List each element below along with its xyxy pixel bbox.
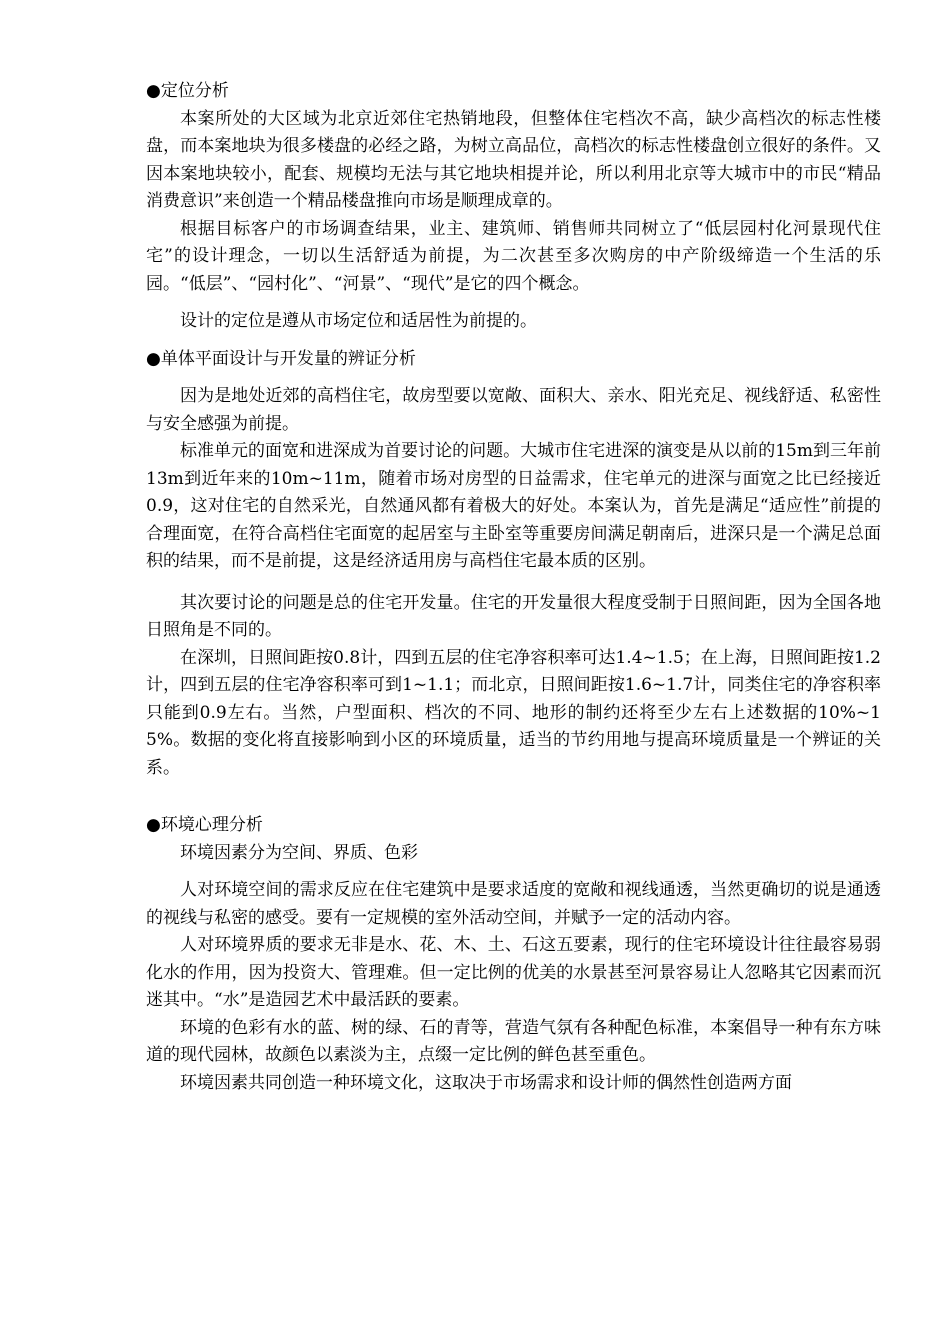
paragraph: 在深圳，日照间距按0.8计，四到五层的住宅净容积率可达1.4~1.5；在上海，日照间距按1.2计，四到五层的住宅净容积率可到1~1.1；而北京，日照间距按1.6~1.7计，同类住宅的净容积率只能到0.9左右。当然，户型面积、档次的不同、地形的制约还将至少左右上述数据的10%~15%。数据的变化将直接影响到小区的环境质量，适当的节约用地与提高环境质量是一个辨证的关系。 [146,647,881,778]
paragraph: 环境的色彩有水的蓝、树的绿、石的青等，营造气氛有各种配色标准，本案倡导一种有东方味道的现代园林，故颜色以素淡为主，点缀一定比例的鲜色甚至重色。 [146,1017,881,1065]
paragraph: 其次要讨论的问题是总的住宅开发量。住宅的开发量很大程度受制于日照间距，因为全国各地日照角是不同的。 [146,592,881,640]
paragraph: 本案所处的大区域为北京近郊住宅热销地段，但整体住宅档次不高，缺少高档次的标志性楼盘，而本案地块为很多楼盘的必经之路，为树立高品位，高档次的标志性楼盘创立很好的条件。又因本案地块较小，配套、规模均无法与其它地块相提并论，所以利用北京等大城市中的市民“精品消费意识”来创造一个精品楼盘推向市场是顺理成章的。 [146,108,881,211]
paragraph: 环境因素分为空间、界质、色彩 [180,842,418,863]
paragraph: 环境因素共同创造一种环境文化，这取决于市场需求和设计师的偶然性创造两方面 [180,1072,792,1093]
paragraph: 人对环境界质的要求无非是水、花、木、土、石这五要素，现行的住宅环境设计往往最容易弱化水的作用，因为投资大、管理难。但一定比例的优美的水景甚至河景容易让人忽略其它因素而沉迷其中。“水”是造园艺术中最活跃的要素。 [146,935,881,1010]
section-heading-unit-plan: ●单体平面设计与开发量的辨证分析 [146,348,416,369]
section-heading-positioning: ●定位分析 [146,81,229,101]
paragraph: 人对环境空间的需求反应在住宅建筑中是要求适度的宽敞和视线通透，当然更确切的说是通透的视线与私密的感受。要有一定规模的室外活动空间，并赋予一定的活动内容。 [146,880,881,928]
paragraph: 因为是地处近郊的高档住宅，故房型要以宽敞、面积大、亲水、阳光充足、视线舒适、私密性与安全感强为前提。 [146,386,881,434]
paragraph: 根据目标客户的市场调查结果，业主、建筑师、销售师共同树立了“低层园村化河景现代住宅”的设计理念，一切以生活舒适为前提，为二次甚至多次购房的中产阶级缔造一个生活的乐园。“低层”、“园村化”、“河景”、“现代”是它的四个概念。 [146,218,881,294]
document-page [146,78,881,1097]
paragraph: 设计的定位是遵从市场定位和适居性为前提的。 [180,311,537,331]
section-heading-environment: ●环境心理分析 [146,815,263,835]
paragraph: 标准单元的面宽和进深成为首要讨论的问题。大城市住宅进深的演变是从以前的15m到三年前13m到近年来的10m~11m，随着市场对房型的日益需求，住宅单元的进深与面宽之比已经接近0.9，这对住宅的自然采光，自然通风都有着极大的好处。本案认为，首先是满足“适应性”前提的合理面宽，在符合高档住宅面宽的起居室与主卧室等重要房间满足朝南后，进深只是一个满足总面积的结果，而不是前提，这是经济适用房与高档住宅最本质的区别。 [146,441,881,571]
